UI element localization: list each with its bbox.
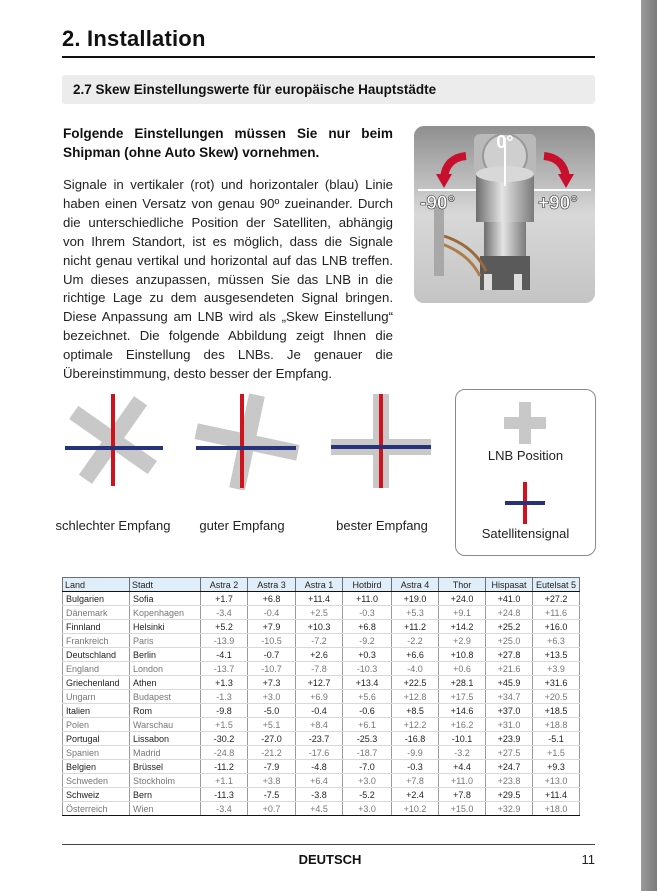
- table-row: [63, 648, 580, 662]
- skew-value-cell: -9.2: [343, 634, 392, 648]
- city-cell: Lissabon: [130, 732, 201, 746]
- city-cell: Madrid: [130, 746, 201, 760]
- skew-value-cell: +1.5: [533, 746, 580, 760]
- body-paragraph: Signale in vertikaler (rot) und horizontaler (blau) Linie haben einen Versatz von genau 90º zueinander. Durch die unterschiedliche Position der Satelliten, abhängig von Ihrem Standort, ist es möglich, dass die Signale nicht genau vertikal und horizontal auf das LNB treffen. Um dieses anzupassen, müssen Sie das LNB in die richtige Lage zu dem ausgesendeten Signal bringen. Diese Anpassung am LNB wird als „Skew Einstellung“ bezeichnet. Die folgende Abbildung zeigt Ihnen die optimale Einstellung des LNBs. Je genauer die Übereinstimmung, desto besser der Empfang.: [63, 177, 393, 382]
- country-cell: England: [63, 662, 130, 676]
- city-cell: Wien: [130, 802, 201, 816]
- skew-value-cell: +45.9: [486, 676, 533, 690]
- country-cell: Bulgarien: [63, 592, 130, 606]
- table-row: [63, 718, 580, 732]
- skew-value-cell: +6.8: [248, 592, 296, 606]
- country-cell: Italien: [63, 704, 130, 718]
- skew-value-cell: +1.1: [201, 774, 248, 788]
- column-header: Astra 4: [392, 578, 439, 592]
- skew-value-cell: +23.9: [486, 732, 533, 746]
- skew-value-cell: +6.9: [296, 690, 343, 704]
- viewer-background: [641, 0, 657, 891]
- skew-value-cell: +6.8: [343, 620, 392, 634]
- skew-value-cell: +7.8: [439, 788, 486, 802]
- skew-value-cell: +10.2: [392, 802, 439, 816]
- skew-value-cell: -13.9: [201, 634, 248, 648]
- skew-value-cell: -4.1: [201, 648, 248, 662]
- skew-value-cell: -0.4: [248, 606, 296, 620]
- skew-value-cell: +3.0: [248, 690, 296, 704]
- skew-value-cell: -27.0: [248, 732, 296, 746]
- vertical-signal-line: [379, 394, 383, 488]
- skew-value-cell: +14.2: [439, 620, 486, 634]
- skew-value-cell: +28.1: [439, 676, 486, 690]
- chapter-title: 2. Installation: [62, 26, 206, 51]
- country-cell: Belgien: [63, 760, 130, 774]
- city-cell: Kopenhagen: [130, 606, 201, 620]
- legend-box: [455, 389, 596, 556]
- skew-value-cell: -7.9: [248, 760, 296, 774]
- lnb-photo-illustration: [414, 126, 595, 303]
- table-row: [63, 788, 580, 802]
- city-cell: Rom: [130, 704, 201, 718]
- table-row: [63, 676, 580, 690]
- skew-value-cell: +0.6: [439, 662, 486, 676]
- skew-value-cell: +13.5: [533, 648, 580, 662]
- skew-value-cell: +1.3: [201, 676, 248, 690]
- column-header: Land: [63, 578, 130, 592]
- skew-value-cell: -10.7: [248, 662, 296, 676]
- skew-diagram-good: [192, 390, 302, 490]
- skew-value-cell: -17.6: [296, 746, 343, 760]
- column-header: Astra 2: [201, 578, 248, 592]
- skew-diagram-best: [327, 390, 437, 490]
- skew-value-cell: +10.8: [439, 648, 486, 662]
- skew-value-cell: +9.3: [533, 760, 580, 774]
- skew-value-cell: -30.2: [201, 732, 248, 746]
- skew-value-cell: +3.8: [248, 774, 296, 788]
- skew-value-cell: +2.5: [296, 606, 343, 620]
- skew-value-cell: +14.6: [439, 704, 486, 718]
- table-row: [63, 592, 580, 606]
- city-cell: Paris: [130, 634, 201, 648]
- table-row: [63, 634, 580, 648]
- skew-value-cell: -4.8: [296, 760, 343, 774]
- skew-value-cell: -11.3: [201, 788, 248, 802]
- skew-value-cell: +11.0: [439, 774, 486, 788]
- skew-value-cell: +41.0: [486, 592, 533, 606]
- caption-bad-reception: schlechter Empfang: [55, 518, 171, 533]
- skew-value-cell: -21.2: [248, 746, 296, 760]
- skew-value-cell: -7.0: [343, 760, 392, 774]
- skew-value-cell: +22.5: [392, 676, 439, 690]
- skew-value-cell: +16.2: [439, 718, 486, 732]
- country-cell: Dänemark: [63, 606, 130, 620]
- skew-value-cell: +4.5: [296, 802, 343, 816]
- country-cell: Österreich: [63, 802, 130, 816]
- skew-value-cell: +8.5: [392, 704, 439, 718]
- skew-value-cell: +5.2: [201, 620, 248, 634]
- horizontal-signal-line: [196, 446, 296, 450]
- city-cell: Helsinki: [130, 620, 201, 634]
- table-row: [63, 606, 580, 620]
- vertical-signal-line: [240, 394, 244, 488]
- skew-value-cell: -9.8: [201, 704, 248, 718]
- skew-value-cell: +29.5: [486, 788, 533, 802]
- caption-best-reception: bester Empfang: [336, 518, 428, 533]
- skew-value-cell: +1.5: [201, 718, 248, 732]
- skew-value-cell: +6.1: [343, 718, 392, 732]
- skew-value-cell: +7.8: [392, 774, 439, 788]
- lnb-position-symbol: [504, 402, 546, 444]
- country-cell: Frankreich: [63, 634, 130, 648]
- section-heading-bar: [62, 75, 595, 104]
- skew-value-cell: +6.3: [533, 634, 580, 648]
- skew-value-cell: +19.0: [392, 592, 439, 606]
- column-header: Astra 1: [296, 578, 343, 592]
- skew-value-cell: +31.6: [533, 676, 580, 690]
- skew-value-cell: +13.4: [343, 676, 392, 690]
- skew-value-cell: +24.8: [486, 606, 533, 620]
- skew-value-cell: +11.0: [343, 592, 392, 606]
- skew-value-cell: -4.0: [392, 662, 439, 676]
- skew-value-cell: +18.0: [533, 802, 580, 816]
- vertical-signal-line: [111, 394, 115, 486]
- skew-value-cell: -10.1: [439, 732, 486, 746]
- skew-value-cell: +17.5: [439, 690, 486, 704]
- skew-value-cell: -18.7: [343, 746, 392, 760]
- skew-value-cell: -25.3: [343, 732, 392, 746]
- city-cell: Berlin: [130, 648, 201, 662]
- footer-divider: [62, 844, 595, 845]
- skew-value-cell: +1.7: [201, 592, 248, 606]
- footer-language: DEUTSCH: [298, 852, 362, 867]
- country-cell: Schweiz: [63, 788, 130, 802]
- skew-value-cell: +0.3: [343, 648, 392, 662]
- country-cell: Finnland: [63, 620, 130, 634]
- city-cell: London: [130, 662, 201, 676]
- skew-value-cell: +37.0: [486, 704, 533, 718]
- page-number: 11: [581, 852, 595, 867]
- skew-value-cell: +13.0: [533, 774, 580, 788]
- skew-value-cell: +11.4: [296, 592, 343, 606]
- column-header: Thor: [439, 578, 486, 592]
- country-cell: Griechenland: [63, 676, 130, 690]
- skew-value-cell: -10.5: [248, 634, 296, 648]
- city-cell: Budapest: [130, 690, 201, 704]
- country-cell: Deutschland: [63, 648, 130, 662]
- horizontal-signal-line: [331, 445, 431, 449]
- table-row: [63, 802, 580, 816]
- country-cell: Ungarn: [63, 690, 130, 704]
- column-header: Stadt: [130, 578, 201, 592]
- country-cell: Polen: [63, 718, 130, 732]
- skew-value-cell: -0.7: [248, 648, 296, 662]
- country-cell: Portugal: [63, 732, 130, 746]
- skew-value-cell: -10.3: [343, 662, 392, 676]
- column-header: Astra 3: [248, 578, 296, 592]
- skew-value-cell: +31.0: [486, 718, 533, 732]
- section-heading: 2.7 Skew Einstellungswerte für europäische Hauptstädte: [73, 82, 437, 97]
- table-row: [63, 704, 580, 718]
- skew-value-cell: -5.2: [343, 788, 392, 802]
- city-cell: Brüssel: [130, 760, 201, 774]
- skew-value-cell: +25.2: [486, 620, 533, 634]
- skew-value-cell: -3.2: [439, 746, 486, 760]
- skew-value-cell: +12.7: [296, 676, 343, 690]
- skew-value-cell: +3.0: [343, 774, 392, 788]
- skew-value-cell: +27.5: [486, 746, 533, 760]
- column-header: Hispasat: [486, 578, 533, 592]
- city-cell: Sofia: [130, 592, 201, 606]
- skew-value-cell: +32.9: [486, 802, 533, 816]
- skew-value-cell: -0.3: [392, 760, 439, 774]
- table-row: [63, 690, 580, 704]
- skew-value-cell: +21.6: [486, 662, 533, 676]
- country-cell: Schweden: [63, 774, 130, 788]
- lead-paragraph: Folgende Einstellungen müssen Sie nur beim Shipman (ohne Auto Skew) vornehmen.: [63, 126, 393, 160]
- skew-value-cell: -7.2: [296, 634, 343, 648]
- skew-value-cell: -0.6: [343, 704, 392, 718]
- satellite-signal-symbol: [505, 482, 545, 524]
- skew-values-table: [62, 577, 580, 816]
- horizontal-signal-line: [65, 446, 163, 450]
- skew-value-cell: +16.0: [533, 620, 580, 634]
- skew-value-cell: -23.7: [296, 732, 343, 746]
- skew-value-cell: -3.4: [201, 606, 248, 620]
- caption-good-reception: guter Empfang: [199, 518, 285, 533]
- skew-value-cell: +34.7: [486, 690, 533, 704]
- skew-value-cell: +6.4: [296, 774, 343, 788]
- skew-value-cell: +2.6: [296, 648, 343, 662]
- skew-value-cell: -7.5: [248, 788, 296, 802]
- skew-value-cell: +27.2: [533, 592, 580, 606]
- skew-value-cell: +11.2: [392, 620, 439, 634]
- skew-value-cell: +5.3: [392, 606, 439, 620]
- country-cell: Spanien: [63, 746, 130, 760]
- skew-value-cell: +11.4: [533, 788, 580, 802]
- skew-value-cell: +7.9: [248, 620, 296, 634]
- skew-value-cell: +18.8: [533, 718, 580, 732]
- skew-value-cell: -9.9: [392, 746, 439, 760]
- skew-value-cell: +8.4: [296, 718, 343, 732]
- column-header: Eutelsat 5: [533, 578, 580, 592]
- skew-value-cell: -2.2: [392, 634, 439, 648]
- skew-value-cell: -5.1: [533, 732, 580, 746]
- skew-value-cell: +12.8: [392, 690, 439, 704]
- skew-value-cell: +12.2: [392, 718, 439, 732]
- skew-value-cell: +2.9: [439, 634, 486, 648]
- skew-value-cell: +11.6: [533, 606, 580, 620]
- table-row: [63, 774, 580, 788]
- skew-value-cell: +10.3: [296, 620, 343, 634]
- city-cell: Athen: [130, 676, 201, 690]
- skew-value-cell: -0.4: [296, 704, 343, 718]
- skew-value-cell: +5.6: [343, 690, 392, 704]
- skew-value-cell: -5.0: [248, 704, 296, 718]
- table-row: [63, 760, 580, 774]
- table-row: [63, 732, 580, 746]
- city-cell: Stockholm: [130, 774, 201, 788]
- minus-90-label: -90°: [420, 193, 456, 214]
- skew-value-cell: +15.0: [439, 802, 486, 816]
- title-divider: [62, 56, 595, 58]
- skew-value-cell: -0.3: [343, 606, 392, 620]
- skew-value-cell: -3.4: [201, 802, 248, 816]
- skew-value-cell: -16.8: [392, 732, 439, 746]
- skew-value-cell: +20.5: [533, 690, 580, 704]
- skew-value-cell: +18.5: [533, 704, 580, 718]
- city-cell: Bern: [130, 788, 201, 802]
- skew-value-cell: +2.4: [392, 788, 439, 802]
- skew-value-cell: -13.7: [201, 662, 248, 676]
- table-row: [63, 620, 580, 634]
- skew-value-cell: +9.1: [439, 606, 486, 620]
- skew-value-cell: +3.0: [343, 802, 392, 816]
- legend-lnb-position: LNB Position: [487, 448, 564, 463]
- column-header: Hotbird: [343, 578, 392, 592]
- skew-value-cell: +24.0: [439, 592, 486, 606]
- skew-value-cell: +6.6: [392, 648, 439, 662]
- skew-value-cell: +27.8: [486, 648, 533, 662]
- skew-diagram-bad: [60, 390, 166, 490]
- skew-value-cell: +4.4: [439, 760, 486, 774]
- lnb-photo: [414, 126, 595, 303]
- table-row: [63, 746, 580, 760]
- skew-value-cell: -1.3: [201, 690, 248, 704]
- skew-value-cell: -3.8: [296, 788, 343, 802]
- legend-satellite-signal: Satellitensignal: [481, 526, 570, 541]
- skew-value-cell: -7.8: [296, 662, 343, 676]
- table-row: [63, 662, 580, 676]
- skew-value-cell: +24.7: [486, 760, 533, 774]
- skew-value-cell: +3.9: [533, 662, 580, 676]
- zero-degree-label: 0°: [496, 132, 514, 152]
- table-header-row: [63, 578, 580, 592]
- skew-value-cell: +7.3: [248, 676, 296, 690]
- city-cell: Warschau: [130, 718, 201, 732]
- skew-value-cell: -24.8: [201, 746, 248, 760]
- skew-value-cell: -11.2: [201, 760, 248, 774]
- skew-value-cell: +25.0: [486, 634, 533, 648]
- skew-value-cell: +5.1: [248, 718, 296, 732]
- skew-value-cell: +23.8: [486, 774, 533, 788]
- plus-90-label: +90°: [538, 193, 578, 214]
- skew-value-cell: +0.7: [248, 802, 296, 816]
